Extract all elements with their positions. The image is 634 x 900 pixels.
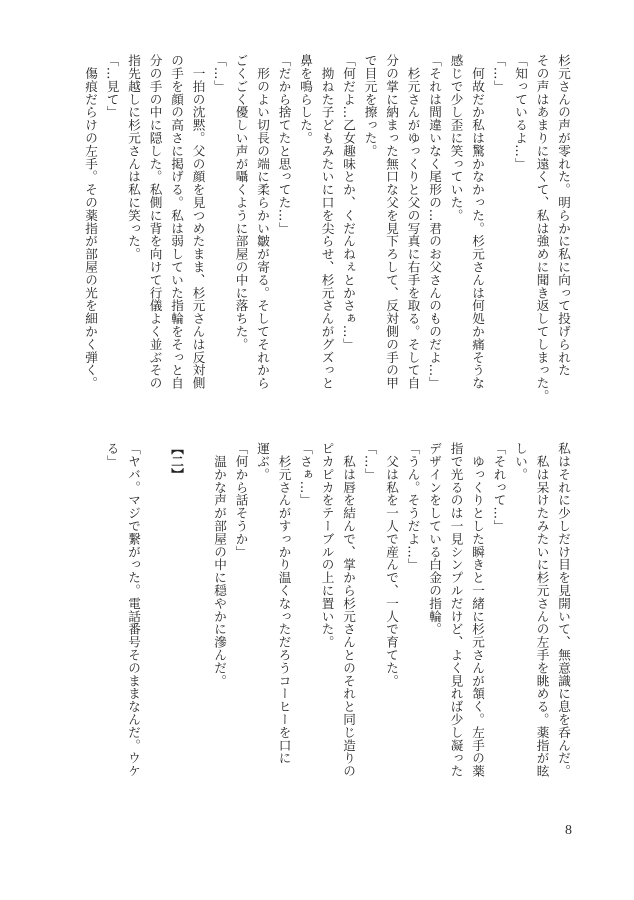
text-line: 温かな声が部屋の中に穏やかに滲んだ。 xyxy=(212,442,227,688)
blank-line xyxy=(187,442,209,812)
text-line: 指で光るのは一見シンプルだけど、よく見れば少し凝った xyxy=(448,442,464,778)
blank-line xyxy=(144,442,166,812)
text-line: 杉元さんがゆっくりと父の写真に右手を取る。そして自 xyxy=(405,54,421,390)
text-line: デザインをしている白金の指輪。 xyxy=(427,442,442,636)
upper-text-block xyxy=(64,54,574,426)
text-line: 「だから捨てたと思ってた…」 xyxy=(276,54,292,235)
text-line: 父は私を一人で産んで、一人で育てた。 xyxy=(384,442,399,688)
lower-text-block xyxy=(64,442,574,812)
text-line: ゆっくりとした瞬きと一緒に杉元さんが頷く。左手の薬 xyxy=(470,442,485,778)
text-line: 杉元さんの声が零れた。明らかに私に向って投げられた xyxy=(556,54,571,377)
text-line: 杉元さんがすっかり温くなっただろうコーヒーを口に xyxy=(276,442,292,765)
text-line: 拗ねた子どもみたいに口を尖らせ、杉元さんがグズっと xyxy=(319,54,335,390)
text-line: 「…」 xyxy=(362,442,378,481)
text-line: 「…」 xyxy=(491,54,507,93)
text-line: 「…見て」 xyxy=(104,54,120,119)
text-line: 形のよい切長の端に柔らかい皺が寄る。そしてそれから xyxy=(255,54,270,390)
text-line: 一拍の沈黙。父の顔を見つめたまま、杉元さんは反対側 xyxy=(190,54,206,390)
text-line: 「何だよ…乙女趣味とか、くだんねぇとかさぁ…」 xyxy=(341,54,356,351)
text-line: 傷痕だらけの左手。その薬指が部屋の光を細かく弾く。 xyxy=(83,54,98,390)
text-line: 私はそれに少しだけ目を見開いて、無意識に息を呑んだ。 xyxy=(556,442,571,778)
section-heading: 【二】 xyxy=(169,442,184,481)
text-line: 感じで少し歪に笑っていた。 xyxy=(448,54,464,222)
text-line: 「何から話そうか」 xyxy=(233,442,249,559)
text-line: 何故だか私は驚かなかった。杉元さんは何処か痛そうな xyxy=(470,54,485,390)
text-line: その声はあまりに遠くて、私は強めに聞き返してしまった。 xyxy=(534,54,550,403)
text-line: で目元を擦った。 xyxy=(362,54,378,158)
text-line: 「ヤバ。マジで繋がった。電話番号そのままなんだ。ウケ xyxy=(126,442,141,778)
text-line: 「…」 xyxy=(212,54,227,93)
text-line: 「うん。そうだよ…」 xyxy=(405,442,421,571)
text-line: 指先越しに杉元さんは私に笑った。 xyxy=(126,54,141,261)
text-line: 「それって…」 xyxy=(491,442,507,533)
text-line: ごくごく優しい声が囁くように部屋の中に落ちた。 xyxy=(233,54,249,351)
text-line: 「さぁ…」 xyxy=(298,442,313,507)
text-line: 私は唇を結んで、掌から杉元さんとのそれと同じ造りの xyxy=(341,442,356,778)
text-line: る」 xyxy=(104,442,120,468)
page-number: 8 xyxy=(565,823,572,838)
text-line: 鼻を鳴らした。 xyxy=(298,54,313,145)
text-line: 運ぶ。 xyxy=(255,442,270,481)
text-line: しい。 xyxy=(513,442,528,481)
text-line: 分の掌に納まった無口な父を見下ろして、反対側の手の甲 xyxy=(384,54,399,390)
text-line: の手を顔の高さに掲げる。私は弱していた指輪をそっと自 xyxy=(169,54,184,390)
text-line: 分の手の中に隠した。私側に背を向けて行儀よく並ぶその xyxy=(147,54,163,390)
text-line: 「知っているよ…」 xyxy=(513,54,528,171)
text-line: ピカピカをテーブルの上に置いた。 xyxy=(319,442,335,649)
text-line: 「それは間違いなく尾形の…君のお父さんのものだよ…」 xyxy=(427,54,442,390)
text-line: 私は呆けたみたいに杉元さんの左手を眺める。薬指が眩 xyxy=(534,442,550,778)
